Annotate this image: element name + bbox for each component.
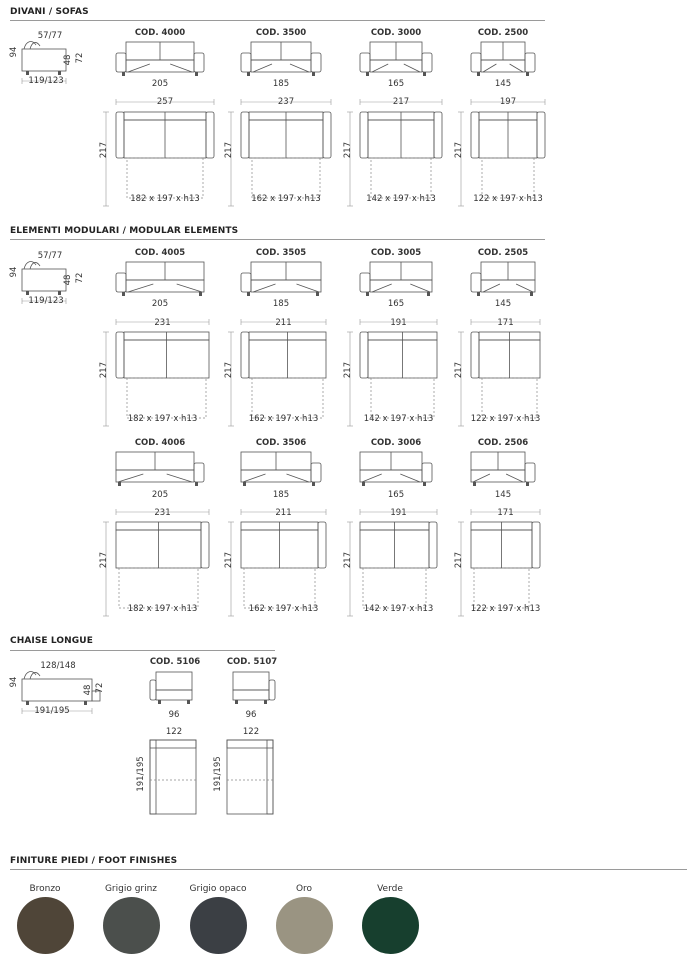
front-view: [360, 452, 436, 492]
top-width-label: 231: [154, 508, 171, 518]
chaise-front-view: [227, 672, 275, 708]
bed-dimensions-label: 182 x 197 x h13: [130, 194, 200, 204]
front-width-label: 205: [151, 79, 169, 89]
front-width-label: 165: [387, 490, 405, 500]
finish-swatch-oro: [276, 897, 333, 954]
front-width-label: 96: [245, 710, 257, 720]
bed-dimensions-label: 162 x 197 x h13: [248, 604, 319, 614]
top-depth-label: 217: [224, 141, 234, 159]
bed-dimensions-label: 162 x 197 x h13: [248, 414, 319, 424]
front-width-label: 205: [151, 299, 169, 309]
front-width-label: 145: [494, 299, 512, 309]
top-width-label: 191: [390, 318, 407, 328]
top-depth-label: 191/195: [136, 756, 146, 792]
finish-label-oro: Oro: [295, 884, 313, 894]
bed-dimensions-label: 142 x 197 x h13: [363, 414, 434, 424]
top-depth-label: 191/195: [213, 756, 223, 792]
side-arm-height-label: 72: [95, 682, 105, 694]
side-height-label: 94: [9, 266, 19, 278]
top-width-label: 231: [154, 318, 171, 328]
product-code: COD. 3006: [370, 438, 422, 448]
product-code: COD. 3005: [370, 248, 422, 258]
product-code: COD. 3505: [255, 248, 307, 258]
section-divider: [10, 869, 687, 870]
top-depth-label: 217: [99, 141, 109, 159]
side-arm-height-label: 72: [75, 272, 85, 284]
side-arm-height-label: 72: [75, 52, 85, 64]
top-width-label: 257: [156, 97, 174, 107]
top-depth-label: 217: [99, 551, 109, 569]
front-view: [471, 42, 539, 82]
front-view: [116, 262, 208, 302]
product-code: COD. 2506: [477, 438, 529, 448]
side-back-label: 57/77: [37, 31, 63, 41]
finish-label-grigio-grinz: Grigio grinz: [104, 884, 158, 894]
front-width-label: 185: [272, 299, 290, 309]
top-depth-label: 217: [343, 361, 353, 379]
top-width-label: 122: [242, 727, 260, 737]
top-depth-label: 217: [454, 361, 464, 379]
bed-dimensions-label: 122 x 197 x h13: [473, 194, 543, 204]
product-code: COD. 3500: [255, 28, 307, 38]
side-seat-height-label: 48: [63, 274, 73, 286]
front-view: [360, 262, 436, 302]
section-title-finishes: FINITURE PIEDI / FOOT FINISHES: [10, 856, 178, 866]
section-title-sofas: DIVANI / SOFAS: [10, 7, 89, 17]
front-width-label: 165: [387, 299, 405, 309]
bed-dimensions-label: 122 x 197 x h13: [470, 414, 541, 424]
bed-dimensions-label: 162 x 197 x h13: [251, 194, 321, 204]
front-view: [360, 42, 436, 82]
product-code: COD. 4005: [134, 248, 186, 258]
side-height-label: 94: [9, 46, 19, 58]
product-code: COD. 2505: [477, 248, 529, 258]
top-width-label: 171: [497, 508, 514, 518]
top-depth-label: 217: [224, 551, 234, 569]
finish-swatch-grigio-grinz: [103, 897, 160, 954]
section-title-chaise: CHAISE LONGUE: [10, 636, 93, 646]
finish-swatch-verde: [362, 897, 419, 954]
top-depth-label: 217: [454, 141, 464, 159]
side-depth-label: 191/195: [34, 706, 70, 716]
front-width-label: 205: [151, 490, 169, 500]
top-width-label: 217: [392, 97, 410, 107]
product-code: COD. 3506: [255, 438, 307, 448]
top-width-label: 237: [277, 97, 295, 107]
bed-dimensions-label: 182 x 197 x h13: [127, 414, 198, 424]
section-divider: [10, 650, 275, 651]
finish-label-verde: Verde: [377, 884, 403, 894]
front-width-label: 185: [272, 79, 290, 89]
chaise-plan-view: [150, 740, 198, 816]
side-back-label: 128/148: [40, 661, 76, 671]
section-divider: [10, 239, 545, 240]
side-depth-label: 119/123: [28, 296, 64, 306]
bed-dimensions-label: 122 x 197 x h13: [470, 604, 541, 614]
front-width-label: 145: [494, 79, 512, 89]
top-depth-label: 217: [224, 361, 234, 379]
front-width-label: 165: [387, 79, 405, 89]
product-code: COD. 4000: [134, 28, 186, 38]
chaise-front-view: [150, 672, 198, 708]
bed-dimensions-label: 142 x 197 x h13: [366, 194, 436, 204]
top-depth-label: 217: [343, 551, 353, 569]
top-depth-label: 217: [454, 551, 464, 569]
top-width-label: 191: [390, 508, 407, 518]
section-divider: [10, 20, 545, 21]
front-width-label: 145: [494, 490, 512, 500]
front-view: [116, 452, 208, 492]
top-width-label: 211: [275, 508, 292, 518]
finish-label-bronzo: Bronzo: [29, 884, 61, 894]
top-width-label: 211: [275, 318, 292, 328]
finish-swatch-grigio-opaco: [190, 897, 247, 954]
side-height-label: 94: [9, 676, 19, 688]
top-depth-label: 217: [99, 361, 109, 379]
product-code: COD. 3000: [370, 28, 422, 38]
front-view: [471, 262, 539, 302]
front-view: [471, 452, 539, 492]
top-width-label: 122: [165, 727, 183, 737]
front-view: [116, 42, 208, 82]
product-code: COD. 5107: [226, 657, 278, 667]
product-code: COD. 2500: [477, 28, 529, 38]
front-view: [241, 262, 325, 302]
front-view: [241, 452, 325, 492]
top-width-label: 197: [499, 97, 517, 107]
section-title-modular: ELEMENTI MODULARI / MODULAR ELEMENTS: [10, 226, 239, 236]
product-code: COD. 4006: [134, 438, 186, 448]
front-view: [241, 42, 325, 82]
bed-dimensions-label: 142 x 197 x h13: [363, 604, 434, 614]
top-width-label: 171: [497, 318, 514, 328]
top-depth-label: 217: [343, 141, 353, 159]
front-width-label: 96: [168, 710, 180, 720]
front-width-label: 185: [272, 490, 290, 500]
bed-dimensions-label: 182 x 197 x h13: [127, 604, 198, 614]
finish-swatch-bronzo: [17, 897, 74, 954]
chaise-plan-view: [227, 740, 275, 816]
side-seat-height-label: 48: [83, 684, 93, 696]
side-back-label: 57/77: [37, 251, 63, 261]
product-code: COD. 5106: [149, 657, 201, 667]
side-depth-label: 119/123: [28, 76, 64, 86]
side-seat-height-label: 48: [63, 54, 73, 66]
finish-label-grigio-opaco: Grigio opaco: [189, 884, 247, 894]
